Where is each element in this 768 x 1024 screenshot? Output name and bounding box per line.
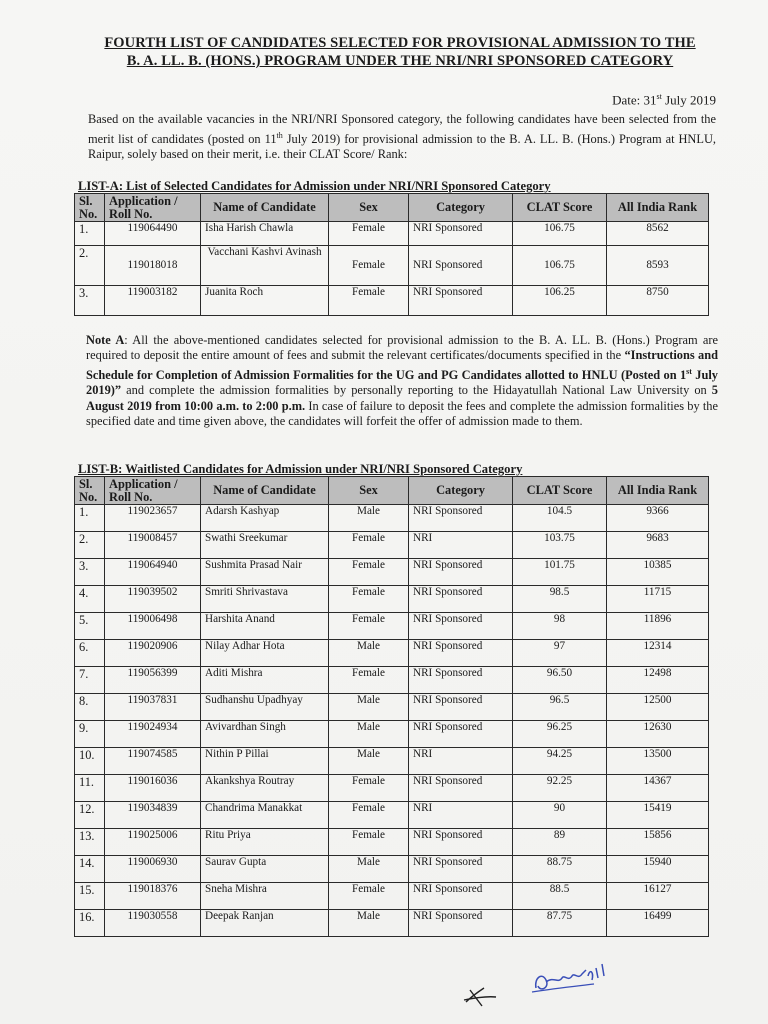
col-category: Category [409, 477, 513, 505]
cell-sl: 1. [75, 222, 105, 246]
col-rank: All India Rank [607, 194, 709, 222]
cell-category: NRI Sponsored [409, 775, 513, 802]
cell-category: NRI [409, 802, 513, 829]
table-row [75, 802, 709, 829]
table-row [75, 586, 709, 613]
title-line-2: B. A. LL. B. (HONS.) PROGRAM UNDER THE NRI/NRI SPONSORED CATEGORY [126, 53, 674, 69]
cell-application-no: 119008457 [105, 532, 201, 559]
cell-clat-score: 96.25 [513, 721, 607, 748]
col-application: Application / Roll No. [105, 477, 201, 505]
col-name: Name of Candidate [201, 477, 329, 505]
cell-category: NRI Sponsored [409, 694, 513, 721]
cell-sex: Male [329, 640, 409, 667]
cell-category: NRI Sponsored [409, 856, 513, 883]
cell-sex: Female [329, 829, 409, 856]
col-clat: CLAT Score [513, 477, 607, 505]
table-row [75, 246, 709, 286]
cell-all-india-rank: 15419 [607, 802, 709, 829]
cell-sl: 2. [75, 246, 105, 286]
cell-all-india-rank: 8750 [607, 286, 709, 316]
cell-sex: Female [329, 246, 409, 286]
cell-category: NRI Sponsored [409, 721, 513, 748]
cell-candidate-name: Swathi Sreekumar [201, 532, 329, 559]
table-row [75, 829, 709, 856]
cell-application-no: 119064490 [105, 222, 201, 246]
table-header-row [75, 194, 709, 222]
cell-application-no: 119064940 [105, 559, 201, 586]
cell-category: NRI Sponsored [409, 222, 513, 246]
cell-candidate-name: Deepak Ranjan [201, 910, 329, 937]
cell-category: NRI [409, 748, 513, 775]
table-row [75, 222, 709, 246]
col-sex: Sex [329, 477, 409, 505]
cell-candidate-name: Vacchani Kashvi Avinash [201, 246, 329, 286]
cell-sl: 7. [75, 667, 105, 694]
cell-sex: Female [329, 667, 409, 694]
cell-application-no: 119018376 [105, 883, 201, 910]
cell-all-india-rank: 12314 [607, 640, 709, 667]
cell-candidate-name: Sushmita Prasad Nair [201, 559, 329, 586]
table-row [75, 721, 709, 748]
note-a: Note A: All the above-mentioned candidates selected for provisional admission to the B. A. LL. B. (Hons.) Program are required to deposit the entire amount of fees and submit the relevant certificates/documents specified in the “Instructions and Schedule for Completion of Admission Formalities for the UG and PG Candidates allotted to HNLU (Posted on 1st July 2019)” and complete the admission formalities by personally reporting to the Hidayatullah National Law University on 5 August 2019 from 10:00 a.m. to 2:00 p.m. In case of failure to deposit the fees and complete the admission formalities by the specified date and time given above, the candidates will forfeit the offer of admission made to them. [86, 333, 719, 429]
cell-all-india-rank: 13500 [607, 748, 709, 775]
cell-application-no: 119003182 [105, 286, 201, 316]
cell-clat-score: 96.50 [513, 667, 607, 694]
table-row [75, 775, 709, 802]
cell-all-india-rank: 14367 [607, 775, 709, 802]
cell-sex: Male [329, 505, 409, 532]
cell-category: NRI Sponsored [409, 910, 513, 937]
table-row [75, 613, 709, 640]
cell-sex: Female [329, 883, 409, 910]
page-title [60, 34, 740, 70]
cell-all-india-rank: 12500 [607, 694, 709, 721]
cell-category: NRI Sponsored [409, 246, 513, 286]
cell-application-no: 119074585 [105, 748, 201, 775]
cell-sex: Male [329, 748, 409, 775]
handwritten-signature [528, 958, 618, 998]
cell-all-india-rank: 12498 [607, 667, 709, 694]
table-row [75, 559, 709, 586]
cell-application-no: 119030558 [105, 910, 201, 937]
cell-candidate-name: Ritu Priya [201, 829, 329, 856]
list-b-table [74, 476, 709, 937]
cell-sl: 10. [75, 748, 105, 775]
cell-clat-score: 89 [513, 829, 607, 856]
cell-sl: 13. [75, 829, 105, 856]
cell-all-india-rank: 9683 [607, 532, 709, 559]
table-header-row [75, 477, 709, 505]
cell-category: NRI Sponsored [409, 613, 513, 640]
col-clat: CLAT Score [513, 194, 607, 222]
cell-clat-score: 98 [513, 613, 607, 640]
list-b-heading: LIST-B: Waitlisted Candidates for Admission under NRI/NRI Sponsored Category [78, 462, 523, 476]
cell-clat-score: 92.25 [513, 775, 607, 802]
cell-all-india-rank: 12630 [607, 721, 709, 748]
cell-application-no: 119025006 [105, 829, 201, 856]
cell-category: NRI Sponsored [409, 640, 513, 667]
cell-candidate-name: Harshita Anand [201, 613, 329, 640]
col-rank: All India Rank [607, 477, 709, 505]
cell-clat-score: 106.25 [513, 286, 607, 316]
cell-application-no: 119034839 [105, 802, 201, 829]
cell-all-india-rank: 8593 [607, 246, 709, 286]
cell-sl: 14. [75, 856, 105, 883]
cell-clat-score: 90 [513, 802, 607, 829]
cell-sex: Male [329, 694, 409, 721]
cell-application-no: 119023657 [105, 505, 201, 532]
cell-sl: 15. [75, 883, 105, 910]
cell-sex: Female [329, 775, 409, 802]
cell-application-no: 119020906 [105, 640, 201, 667]
cell-sex: Female [329, 802, 409, 829]
cell-candidate-name: Chandrima Manakkat [201, 802, 329, 829]
cell-category: NRI Sponsored [409, 586, 513, 613]
col-category: Category [409, 194, 513, 222]
cell-application-no: 119006498 [105, 613, 201, 640]
cell-sex: Female [329, 613, 409, 640]
cell-application-no: 119056399 [105, 667, 201, 694]
cell-sex: Male [329, 910, 409, 937]
cell-candidate-name: Adarsh Kashyap [201, 505, 329, 532]
cell-category: NRI Sponsored [409, 505, 513, 532]
col-sl: Sl. No. [75, 194, 105, 222]
cell-candidate-name: Nilay Adhar Hota [201, 640, 329, 667]
cell-sl: 8. [75, 694, 105, 721]
title-line-1: FOURTH LIST OF CANDIDATES SELECTED FOR PROVISIONAL ADMISSION TO THE [104, 35, 696, 51]
cell-application-no: 119006930 [105, 856, 201, 883]
cell-sl: 11. [75, 775, 105, 802]
list-a-table [74, 193, 709, 316]
cell-candidate-name: Nithin P Pillai [201, 748, 329, 775]
cell-all-india-rank: 10385 [607, 559, 709, 586]
cell-candidate-name: Isha Harish Chawla [201, 222, 329, 246]
table-row [75, 640, 709, 667]
cell-candidate-name: Sudhanshu Upadhyay [201, 694, 329, 721]
cell-candidate-name: Smriti Shrivastava [201, 586, 329, 613]
cell-sex: Female [329, 559, 409, 586]
cell-all-india-rank: 16499 [607, 910, 709, 937]
cell-clat-score: 106.75 [513, 222, 607, 246]
cell-clat-score: 103.75 [513, 532, 607, 559]
cell-clat-score: 98.5 [513, 586, 607, 613]
cell-candidate-name: Saurav Gupta [201, 856, 329, 883]
table-row [75, 856, 709, 883]
cell-all-india-rank: 9366 [607, 505, 709, 532]
cell-all-india-rank: 11896 [607, 613, 709, 640]
cell-candidate-name: Akankshya Routray [201, 775, 329, 802]
cell-clat-score: 97 [513, 640, 607, 667]
cell-sex: Female [329, 532, 409, 559]
cell-clat-score: 104.5 [513, 505, 607, 532]
cell-sex: Male [329, 721, 409, 748]
col-sex: Sex [329, 194, 409, 222]
cell-all-india-rank: 11715 [607, 586, 709, 613]
cell-candidate-name: Juanita Roch [201, 286, 329, 316]
cell-candidate-name: Sneha Mishra [201, 883, 329, 910]
col-sl: Sl. No. [75, 477, 105, 505]
cell-category: NRI Sponsored [409, 559, 513, 586]
cell-clat-score: 88.5 [513, 883, 607, 910]
cell-sl: 4. [75, 586, 105, 613]
cell-application-no: 119018018 [105, 246, 201, 286]
list-a-heading: LIST-A: List of Selected Candidates for Admission under NRI/NRI Sponsored Category [78, 179, 551, 193]
col-application: Application / Roll No. [105, 194, 201, 222]
cell-sl: 9. [75, 721, 105, 748]
cell-all-india-rank: 16127 [607, 883, 709, 910]
cell-clat-score: 106.75 [513, 246, 607, 286]
cell-sex: Male [329, 856, 409, 883]
cell-all-india-rank: 8562 [607, 222, 709, 246]
cell-application-no: 119037831 [105, 694, 201, 721]
table-row [75, 667, 709, 694]
cell-application-no: 119039502 [105, 586, 201, 613]
initials-signature [460, 984, 500, 1010]
cell-sex: Female [329, 222, 409, 246]
intro-paragraph: Based on the available vacancies in the NRI/NRI Sponsored category, the following candidates have been selected from the merit list of candidates (posted on 11th July 2019) for provisional admission to the B. A. LL. B. (Hons.) Program at HNLU, Raipur, solely based on their merit, i.e. their CLAT Score/ Rank: [88, 112, 716, 162]
table-row [75, 505, 709, 532]
cell-sex: Female [329, 586, 409, 613]
cell-sl: 6. [75, 640, 105, 667]
cell-clat-score: 101.75 [513, 559, 607, 586]
table-row [75, 532, 709, 559]
cell-all-india-rank: 15856 [607, 829, 709, 856]
cell-application-no: 119024934 [105, 721, 201, 748]
table-row [75, 694, 709, 721]
cell-category: NRI [409, 532, 513, 559]
cell-category: NRI Sponsored [409, 829, 513, 856]
cell-sl: 3. [75, 559, 105, 586]
cell-all-india-rank: 15940 [607, 856, 709, 883]
table-row [75, 748, 709, 775]
cell-sl: 16. [75, 910, 105, 937]
cell-application-no: 119016036 [105, 775, 201, 802]
cell-candidate-name: Avivardhan Singh [201, 721, 329, 748]
cell-category: NRI Sponsored [409, 883, 513, 910]
document-date: Date: 31st July 2019 [612, 92, 716, 108]
cell-clat-score: 87.75 [513, 910, 607, 937]
cell-clat-score: 96.5 [513, 694, 607, 721]
cell-sl: 2. [75, 532, 105, 559]
cell-sex: Female [329, 286, 409, 316]
cell-category: NRI Sponsored [409, 667, 513, 694]
col-name: Name of Candidate [201, 194, 329, 222]
cell-sl: 3. [75, 286, 105, 316]
cell-clat-score: 94.25 [513, 748, 607, 775]
cell-sl: 1. [75, 505, 105, 532]
table-row [75, 883, 709, 910]
cell-sl: 5. [75, 613, 105, 640]
cell-sl: 12. [75, 802, 105, 829]
table-row [75, 286, 709, 316]
table-row [75, 910, 709, 937]
cell-clat-score: 88.75 [513, 856, 607, 883]
cell-candidate-name: Aditi Mishra [201, 667, 329, 694]
cell-category: NRI Sponsored [409, 286, 513, 316]
